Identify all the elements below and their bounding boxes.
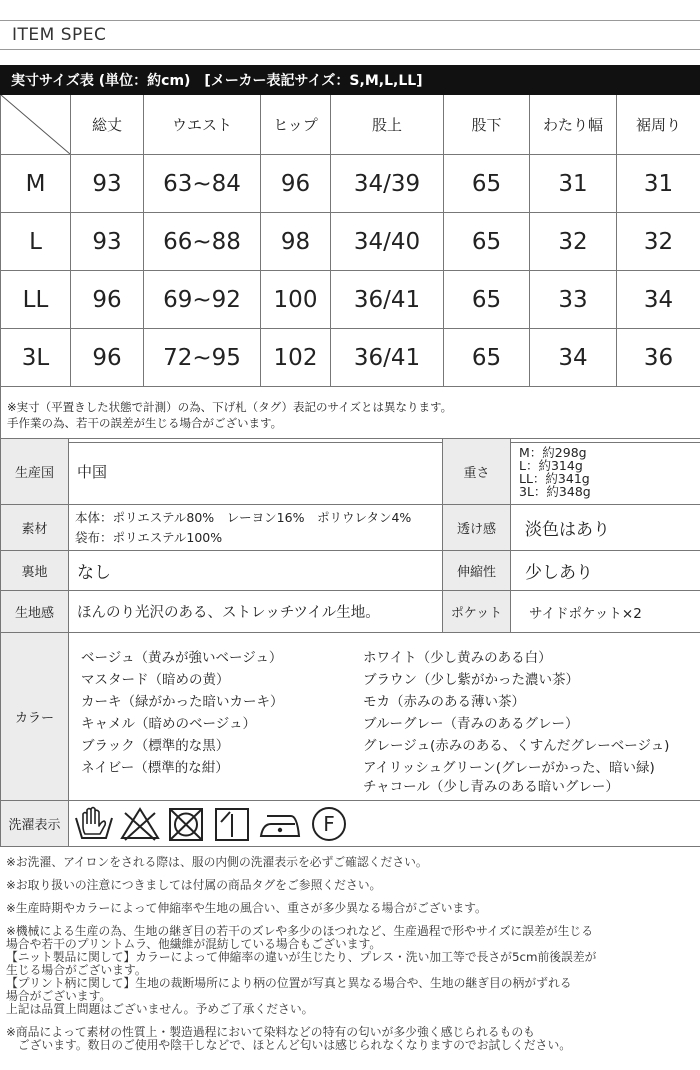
- table-cell: 65: [444, 155, 530, 213]
- table-cell: 34: [530, 329, 617, 387]
- origin-value: 中国: [69, 439, 443, 505]
- corner-cell: [1, 95, 71, 155]
- column-header: 股下: [444, 95, 530, 155]
- svg-text:F: F: [323, 811, 335, 836]
- size-table-caption: 実寸サイズ表 (単位：約cm) [メーカー表記サイズ：S,M,L,LL]: [1, 66, 700, 95]
- table-cell: 65: [444, 213, 530, 271]
- color-item: ブラウン（少し紫がかった濃い茶）: [363, 672, 579, 688]
- table-row: [1, 213, 700, 271]
- table-cell: 96: [261, 155, 331, 213]
- color-item: グレージュ(赤みのある、くすんだグレーベージュ): [363, 738, 670, 754]
- lining-label: 裏地: [1, 551, 69, 591]
- size-table: [0, 65, 700, 443]
- note-line: 上記は品質上問題はございません。予めご了承ください。: [6, 1002, 314, 1016]
- sheer-value: 淡色はあり: [511, 505, 700, 551]
- material-label: 素材: [1, 505, 69, 551]
- color-item: マスタード（暗めの黄）: [81, 672, 230, 688]
- table-cell: 65: [444, 271, 530, 329]
- care-row: [69, 801, 700, 847]
- table-cell: 34/40: [331, 213, 444, 271]
- note-line: 場合がございます。: [6, 989, 112, 1003]
- color-list: [69, 633, 700, 801]
- iron-low-icon: [257, 804, 305, 844]
- note-line: ※機械による生産の為、生地の継ぎ目の若干のズレや多少のほつれなど、生産過程で形やサイズに誤差が生じる: [6, 924, 593, 938]
- weight-item: LL：約341g: [519, 470, 590, 486]
- note-line: 場合や若干のプリントムラ、他繊維が混紡している場合もございます。: [6, 937, 382, 951]
- spec-table: [0, 438, 700, 847]
- weight-item: M：約298g: [519, 444, 587, 460]
- size-label: L: [1, 213, 71, 271]
- table-cell: 96: [71, 329, 144, 387]
- table-cell: 66~88: [144, 213, 261, 271]
- note-block: [6, 1026, 696, 1052]
- sheer-label: 透け感: [443, 505, 511, 551]
- table-cell: 102: [261, 329, 331, 387]
- origin-label: 生産国: [1, 439, 69, 505]
- no-tumble-dry-icon: [165, 804, 207, 844]
- color-label: カラー: [1, 633, 69, 801]
- size-note-line: ※実寸（平置きした状態で計測）の為、下げ札（タグ）表記のサイズとは異なります。: [7, 399, 453, 414]
- color-item: ベージュ（黄みが強いベージュ）: [81, 650, 283, 666]
- table-cell: 65: [444, 329, 530, 387]
- size-label: LL: [1, 271, 71, 329]
- note: ※お取り扱いの注意につきましては付属の商品タグをご参照ください。: [6, 878, 382, 892]
- material-line: 袋布：ポリエステル100%: [75, 529, 223, 545]
- note-block: [6, 925, 696, 1016]
- table-cell: 32: [617, 213, 700, 271]
- pocket-label: ポケット: [443, 591, 511, 633]
- table-cell: 33: [530, 271, 617, 329]
- column-header: 股上: [331, 95, 444, 155]
- table-cell: 34/39: [331, 155, 444, 213]
- column-header: 裾周り: [617, 95, 700, 155]
- note: ※お洗濯、アイロンをされる際は、服の内側の洗濯表示を必ずご確認ください。: [6, 855, 428, 869]
- stretch-value: 少しあり: [511, 551, 700, 591]
- table-cell: 31: [617, 155, 700, 213]
- size-note: [1, 387, 700, 443]
- texture-value: ほんのり光沢のある、ストレッチツイル生地。: [69, 591, 443, 633]
- table-row: [1, 155, 700, 213]
- weight-item: 3L：約348g: [519, 483, 591, 499]
- table-cell: 96: [71, 271, 144, 329]
- material-value: [69, 505, 443, 551]
- table-cell: 31: [530, 155, 617, 213]
- column-header: ヒップ: [261, 95, 331, 155]
- table-cell: 69~92: [144, 271, 261, 329]
- column-header: ウエスト: [144, 95, 261, 155]
- size-table-header: [1, 95, 700, 155]
- lining-value: なし: [69, 551, 443, 591]
- no-bleach-icon: [119, 804, 161, 844]
- color-item: モカ（赤みのある薄い茶）: [363, 694, 525, 710]
- line-dry-icon: [211, 804, 253, 844]
- table-cell: 32: [530, 213, 617, 271]
- note-line: 生じる場合がございます。: [6, 963, 147, 977]
- material-line: 本体：ポリエステル80% レーヨン16% ポリウレタン4%: [75, 509, 412, 525]
- color-item: ブラック（標準的な黒）: [81, 738, 230, 754]
- column-header: 総丈: [71, 95, 144, 155]
- table-cell: 93: [71, 213, 144, 271]
- table-row: [1, 329, 700, 387]
- size-label: 3L: [1, 329, 71, 387]
- color-item: チャコール（少し青みのある暗いグレー）: [363, 779, 619, 795]
- column-header: わたり幅: [530, 95, 617, 155]
- dry-clean-f-icon: [309, 804, 349, 844]
- note: ※生産時期やカラーによって伸縮率や生地の風合い、重さが多少異なる場合がございます。: [6, 901, 487, 915]
- table-cell: 34: [617, 271, 700, 329]
- note-line: ございます。数日のご使用や陰干しなどで、ほとんど匂いは感じられなくなりますのでお試しください。: [6, 1038, 572, 1052]
- table-cell: 36: [617, 329, 700, 387]
- table-cell: 93: [71, 155, 144, 213]
- pocket-value: サイドポケット×2: [511, 591, 700, 633]
- color-item: ネイビー（標準的な紺）: [81, 760, 229, 776]
- table-cell: 72~95: [144, 329, 261, 387]
- color-item: ブルーグレー（青みのあるグレー）: [363, 716, 579, 732]
- table-cell: 36/41: [331, 329, 444, 387]
- note-line: ※商品によって素材の性質上・製造過程において染料などの特有の匂いが多少強く感じられるものも: [6, 1025, 535, 1039]
- weight-list: [511, 439, 700, 505]
- notes: [6, 856, 696, 1052]
- color-item: ホワイト（少し黄みのある白）: [363, 650, 552, 666]
- weight-item: L：約314g: [519, 457, 583, 473]
- table-row: [1, 271, 700, 329]
- stretch-label: 伸縮性: [443, 551, 511, 591]
- table-cell: 98: [261, 213, 331, 271]
- weight-label: 重さ: [443, 439, 511, 505]
- texture-label: 生地感: [1, 591, 69, 633]
- table-cell: 100: [261, 271, 331, 329]
- note-line: 【ニット製品に関して】カラーによって伸縮率の違いが生じたり、プレス・洗い加工等で長さが5cm前後誤差が: [6, 950, 597, 964]
- section-title: ITEM SPEC: [0, 20, 700, 50]
- table-cell: 63~84: [144, 155, 261, 213]
- hand-wash-icon: [73, 804, 115, 844]
- care-label: 洗濯表示: [1, 801, 69, 847]
- color-item: カーキ（緑がかった暗いカーキ）: [81, 694, 284, 710]
- color-item: キャメル（暗めのベージュ）: [81, 716, 256, 732]
- size-note-line: 手作業の為、若干の誤差が生じる場合がございます。: [7, 415, 283, 430]
- table-cell: 36/41: [331, 271, 444, 329]
- note-line: 【プリント柄に関して】生地の裁断場所により柄の位置が写真と異なる場合や、生地の継ぎ目の柄がずれる: [6, 976, 572, 990]
- size-label: M: [1, 155, 71, 213]
- color-item: アイリッシュグリーン(グレーがかった、暗い緑): [363, 760, 655, 776]
